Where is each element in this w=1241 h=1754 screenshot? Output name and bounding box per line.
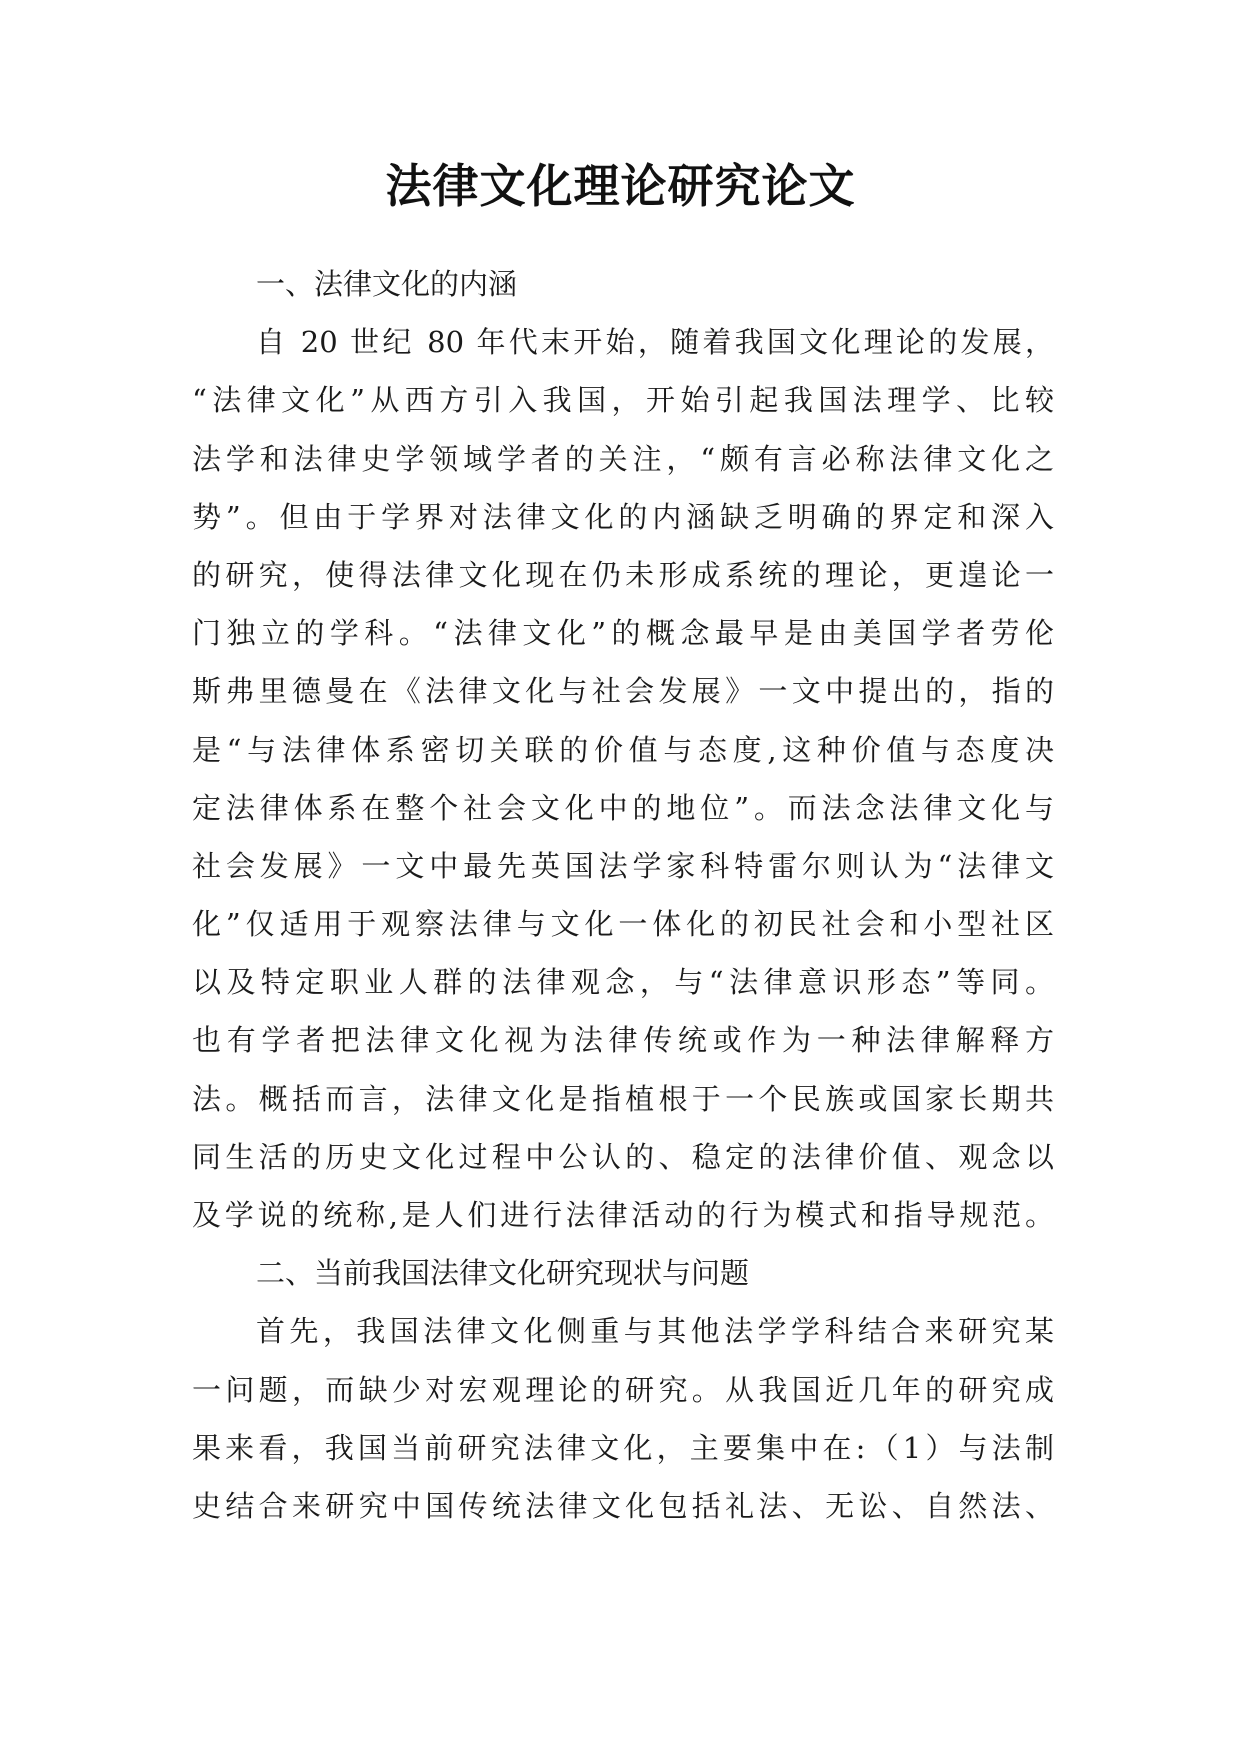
paragraph-line: “法律文化”从西方引入我国，开始引起我国法理学、比较 [192, 383, 1054, 418]
paragraph-line: 定法律体系在整个社会文化中的地位”。而法念法律文化与 [192, 790, 1054, 825]
paragraph-line: 法学和法律史学领域学者的关注，“颇有言必称法律文化之 [192, 441, 1054, 476]
paragraph-line: 也有学者把法律文化视为法律传统或作为一种法律解释方 [192, 1023, 1054, 1058]
paragraph-line: 的研究，使得法律文化现在仍未形成系统的理论，更遑论一 [192, 557, 1054, 592]
paragraph-line: 以及特定职业人群的法律观念，与“法律意识形态”等同。 [192, 965, 1054, 1000]
paragraph-line: 社会发展》一文中最先英国法学家科特雷尔则认为“法律文 [192, 848, 1054, 883]
section-heading: 一、法律文化的内涵 [256, 267, 518, 301]
paragraph-line: 法。概括而言，法律文化是指植根于一个民族或国家长期共 [192, 1081, 1054, 1116]
document-body [192, 255, 1054, 1535]
paragraph-line: 势”。但由于学界对法律文化的内涵缺乏明确的界定和深入 [192, 499, 1054, 534]
section-heading: 二、当前我国法律文化研究现状与问题 [256, 1256, 750, 1291]
paragraph-line: 史结合来研究中国传统法律文化包括礼法、无讼、自然法、 [192, 1488, 1054, 1523]
paragraph-line: 同生活的历史文化过程中公认的、稳定的法律价值、观念以 [192, 1139, 1054, 1174]
paragraph-line: 是“与法律体系密切关联的价值与态度,这种价值与态度决 [192, 732, 1054, 767]
document-title: 法律文化理论研究论文 [385, 159, 856, 213]
paragraph-line: 化”仅适用于观察法律与文化一体化的初民社会和小型社区 [192, 907, 1054, 942]
paragraph-line: 自 20 世纪 80 年代末开始，随着我国文化理论的发展， [256, 325, 1054, 360]
paragraph-line: 斯弗里德曼在《法律文化与社会发展》一文中提出的，指的 [192, 674, 1054, 709]
paragraph-line: 一问题，而缺少对宏观理论的研究。从我国近几年的研究成 [192, 1372, 1054, 1407]
paragraph-line: 果来看，我国当前研究法律文化，主要集中在:（1）与法制 [192, 1430, 1054, 1465]
paragraph-line: 首先，我国法律文化侧重与其他法学学科结合来研究某 [256, 1314, 1054, 1349]
paragraph-line: 及学说的统称,是人们进行法律活动的行为模式和指导规范。 [192, 1198, 1054, 1232]
paragraph-line: 门独立的学科。“法律文化”的概念最早是由美国学者劳伦 [192, 616, 1054, 651]
